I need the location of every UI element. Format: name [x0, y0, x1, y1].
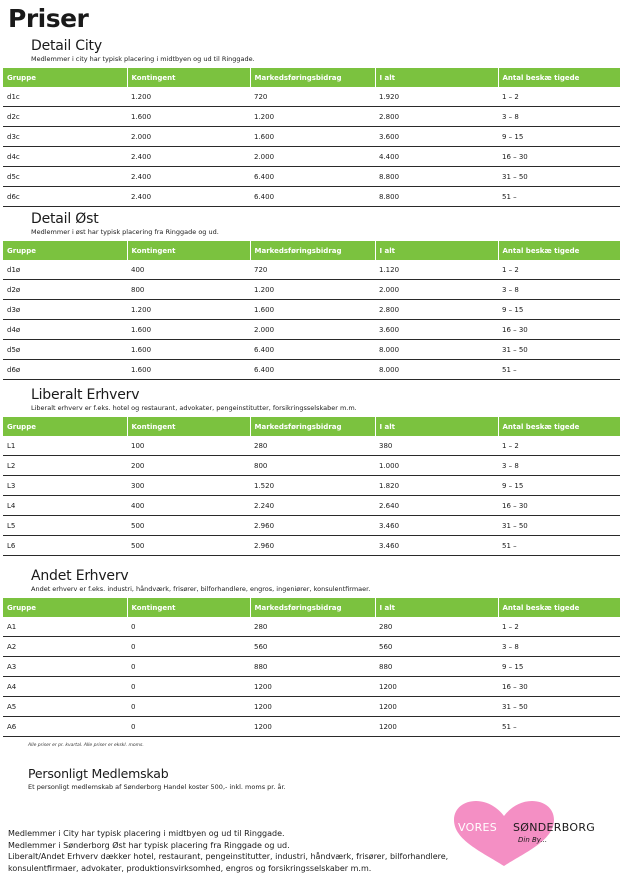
- table-cell: 280: [250, 617, 375, 637]
- table-cell: A2: [3, 637, 127, 657]
- table-cell: d3ø: [3, 300, 127, 320]
- table-cell: 2.800: [375, 107, 498, 127]
- table-cell: d2c: [3, 107, 127, 127]
- table-cell: L2: [3, 456, 127, 476]
- table-row: [3, 677, 620, 697]
- table-row: [3, 516, 620, 536]
- table-header-row: [3, 68, 620, 87]
- table-cell: 16 – 30: [498, 496, 620, 516]
- table-cell: 1.600: [127, 340, 250, 360]
- bottom-note-line: Liberalt/Andet Erhverv dækker hotel, restaurant, pengeinstitutter, industri, håndværk, frisører, bilforhandlere,: [8, 852, 449, 861]
- table-row: [3, 187, 620, 207]
- table-row: [3, 456, 620, 476]
- table-cell: 51 –: [498, 187, 620, 207]
- table-row: [3, 717, 620, 737]
- section-header: [31, 211, 620, 237]
- table-cell: L1: [3, 436, 127, 456]
- column-header: Markedsføringsbidrag: [250, 598, 375, 617]
- table-cell: 1200: [375, 717, 498, 737]
- table-header-row: [3, 417, 620, 436]
- table-row: [3, 436, 620, 456]
- table-cell: 720: [250, 87, 375, 107]
- price-table: [3, 68, 620, 207]
- table-cell: d6ø: [3, 360, 127, 380]
- table-cell: 2.800: [375, 300, 498, 320]
- table-cell: 560: [250, 637, 375, 657]
- price-section: [3, 38, 620, 207]
- table-cell: 1.120: [375, 260, 498, 280]
- table-cell: 720: [250, 260, 375, 280]
- table-cell: 1.520: [250, 476, 375, 496]
- section-header: [31, 568, 620, 594]
- section-title: Detail Øst: [31, 211, 99, 227]
- table-cell: d1c: [3, 87, 127, 107]
- table-row: [3, 340, 620, 360]
- table-cell: 100: [127, 436, 250, 456]
- table-cell: 2.960: [250, 536, 375, 556]
- section-subtitle: Andet erhverv er f.eks. industri, håndværk, frisører, bilforhandlere, engros, ingeniører, konsulentfirmaer.: [31, 585, 371, 593]
- table-row: [3, 167, 620, 187]
- table-cell: 1 – 2: [498, 87, 620, 107]
- logo-tagline: Din By...: [518, 836, 548, 844]
- table-cell: 16 – 30: [498, 147, 620, 167]
- table-row: [3, 127, 620, 147]
- table-cell: 0: [127, 657, 250, 677]
- table-cell: d6c: [3, 187, 127, 207]
- table-cell: 8.800: [375, 187, 498, 207]
- page-title: Priser: [8, 4, 89, 33]
- table-row: [3, 87, 620, 107]
- logo-prefix: VORES: [458, 821, 498, 834]
- column-header: Gruppe: [7, 246, 36, 255]
- table-cell: d1ø: [3, 260, 127, 280]
- table-row: [3, 280, 620, 300]
- table-cell: 1200: [250, 697, 375, 717]
- table-cell: 31 – 50: [498, 697, 620, 717]
- table-cell: 3.600: [375, 127, 498, 147]
- column-header: Antal beskæ tigede: [498, 417, 620, 436]
- table-cell: 400: [127, 260, 250, 280]
- table-cell: d3c: [3, 127, 127, 147]
- table-cell: 3.460: [375, 536, 498, 556]
- table-row: [3, 147, 620, 167]
- table-cell: 1.600: [250, 300, 375, 320]
- table-cell: 3.460: [375, 516, 498, 536]
- table-cell: 31 – 50: [498, 340, 620, 360]
- table-cell: A4: [3, 677, 127, 697]
- table-row: [3, 697, 620, 717]
- table-cell: 0: [127, 677, 250, 697]
- column-header: I alt: [375, 241, 498, 260]
- vores-sonderborg-logo: [452, 800, 622, 868]
- table-cell: 1 – 2: [498, 617, 620, 637]
- table-cell: d4ø: [3, 320, 127, 340]
- table-cell: d5c: [3, 167, 127, 187]
- section-subtitle: Medlemmer i øst har typisk placering fra Ringgade og ud.: [31, 228, 219, 236]
- table-cell: 1.600: [250, 127, 375, 147]
- table-cell: 2.000: [127, 127, 250, 147]
- logo-brand: SØNDERBORG: [513, 821, 596, 834]
- table-cell: 8.000: [375, 360, 498, 380]
- table-cell: 2.400: [127, 167, 250, 187]
- table-cell: 6.400: [250, 360, 375, 380]
- table-row: [3, 320, 620, 340]
- table-header-row: [3, 241, 620, 260]
- column-header: Antal beskæ tigede: [498, 598, 620, 617]
- table-cell: 16 – 30: [498, 677, 620, 697]
- table-cell: A5: [3, 697, 127, 717]
- table-cell: 51 –: [498, 717, 620, 737]
- table-cell: 1.820: [375, 476, 498, 496]
- table-cell: 3.600: [375, 320, 498, 340]
- table-cell: A6: [3, 717, 127, 737]
- footnote: Alle priser er pr. kvartal. Alle priser er ekskl. moms.: [28, 743, 144, 748]
- table-cell: 2.400: [127, 147, 250, 167]
- column-header: Kontingent: [127, 417, 250, 436]
- column-header: I alt: [375, 417, 498, 436]
- bottom-note-line: Medlemmer i Sønderborg Øst har typisk placering fra Ringgade og ud.: [8, 840, 290, 850]
- table-cell: 380: [375, 436, 498, 456]
- table-cell: 1.920: [375, 87, 498, 107]
- personal-membership: [28, 766, 286, 792]
- column-header: Kontingent: [127, 598, 250, 617]
- table-cell: 200: [127, 456, 250, 476]
- table-row: [3, 657, 620, 677]
- table-cell: 8.000: [375, 340, 498, 360]
- table-cell: 560: [375, 637, 498, 657]
- section-header: [31, 387, 620, 413]
- table-cell: 280: [250, 436, 375, 456]
- section-title: Andet Erhverv: [31, 568, 129, 584]
- table-row: [3, 637, 620, 657]
- table-cell: 1200: [250, 717, 375, 737]
- table-row: [3, 617, 620, 637]
- table-row: [3, 260, 620, 280]
- table-cell: 1.200: [127, 87, 250, 107]
- table-cell: 2.400: [127, 187, 250, 207]
- table-cell: 51 –: [498, 360, 620, 380]
- table-cell: 1.000: [375, 456, 498, 476]
- table-cell: 1.600: [127, 320, 250, 340]
- table-cell: 1 – 2: [498, 436, 620, 456]
- table-cell: 400: [127, 496, 250, 516]
- table-cell: 0: [127, 637, 250, 657]
- table-cell: 880: [250, 657, 375, 677]
- column-header: Kontingent: [127, 241, 250, 260]
- table-cell: L5: [3, 516, 127, 536]
- section-title: Liberalt Erhverv: [31, 387, 140, 403]
- personal-membership-text: Et personligt medlemskab af Sønderborg Handel koster 500,- inkl. moms pr. år.: [28, 783, 286, 791]
- section-subtitle: Liberalt erhverv er f.eks. hotel og restaurant, advokater, pengeinstitutter, forsikringsselskaber m.m.: [31, 404, 357, 412]
- table-header-row: [3, 598, 620, 617]
- column-header: Markedsføringsbidrag: [250, 68, 375, 87]
- table-cell: 1.200: [127, 300, 250, 320]
- personal-membership-title: Personligt Medlemskab: [28, 766, 169, 781]
- table-cell: 0: [127, 617, 250, 637]
- table-cell: 1 – 2: [498, 260, 620, 280]
- table-cell: 500: [127, 536, 250, 556]
- section-title: Detail City: [31, 38, 102, 54]
- table-cell: 880: [375, 657, 498, 677]
- table-cell: 6.400: [250, 340, 375, 360]
- price-section: [3, 387, 620, 556]
- column-header: Antal beskæ tigede: [498, 68, 620, 87]
- column-header: Gruppe: [7, 422, 36, 431]
- table-cell: 6.400: [250, 167, 375, 187]
- price-section: [3, 568, 620, 737]
- table-cell: 2.000: [250, 320, 375, 340]
- table-cell: 2.640: [375, 496, 498, 516]
- table-cell: 500: [127, 516, 250, 536]
- bottom-notes: [8, 828, 468, 874]
- table-cell: 800: [127, 280, 250, 300]
- table-cell: L6: [3, 536, 127, 556]
- table-cell: 9 – 15: [498, 657, 620, 677]
- bottom-note-line: konsulentfirmaer, advokater, produktionsvirksomhed, engros og forsikringsselskaber m.m.: [8, 863, 372, 873]
- table-cell: 300: [127, 476, 250, 496]
- table-row: [3, 496, 620, 516]
- table-row: [3, 360, 620, 380]
- table-cell: 1.600: [127, 360, 250, 380]
- table-cell: 9 – 15: [498, 127, 620, 147]
- table-cell: 6.400: [250, 187, 375, 207]
- column-header: Markedsføringsbidrag: [250, 241, 375, 260]
- column-header: Kontingent: [127, 68, 250, 87]
- table-cell: L4: [3, 496, 127, 516]
- column-header: Markedsføringsbidrag: [250, 417, 375, 436]
- section-header: [31, 38, 620, 64]
- table-cell: 1200: [375, 677, 498, 697]
- table-cell: 31 – 50: [498, 516, 620, 536]
- table-cell: L3: [3, 476, 127, 496]
- table-cell: 1.200: [250, 107, 375, 127]
- bottom-note-line: Medlemmer i City har typisk placering i midtbyen og ud til Ringgade.: [8, 829, 285, 838]
- price-table: [3, 598, 620, 737]
- column-header: Gruppe: [7, 603, 36, 612]
- column-header: I alt: [375, 68, 498, 87]
- table-cell: 31 – 50: [498, 167, 620, 187]
- price-table: [3, 241, 620, 380]
- table-cell: 4.400: [375, 147, 498, 167]
- table-cell: 1200: [250, 677, 375, 697]
- table-cell: 1.600: [127, 107, 250, 127]
- table-cell: d5ø: [3, 340, 127, 360]
- heart-icon: [452, 800, 622, 868]
- table-row: [3, 300, 620, 320]
- table-cell: 0: [127, 717, 250, 737]
- table-cell: 2.000: [250, 147, 375, 167]
- table-row: [3, 107, 620, 127]
- table-cell: 9 – 15: [498, 476, 620, 496]
- price-section: [3, 211, 620, 380]
- table-cell: 3 – 8: [498, 456, 620, 476]
- table-cell: 9 – 15: [498, 300, 620, 320]
- column-header: Gruppe: [7, 73, 36, 82]
- table-cell: 1200: [375, 697, 498, 717]
- table-cell: 2.240: [250, 496, 375, 516]
- price-table: [3, 417, 620, 556]
- table-cell: d4c: [3, 147, 127, 167]
- table-cell: d2ø: [3, 280, 127, 300]
- table-cell: 800: [250, 456, 375, 476]
- section-subtitle: Medlemmer i city har typisk placering i midtbyen og ud til Ringgade.: [31, 55, 255, 63]
- table-cell: 280: [375, 617, 498, 637]
- table-row: [3, 536, 620, 556]
- table-cell: 3 – 8: [498, 280, 620, 300]
- table-cell: A3: [3, 657, 127, 677]
- column-header: Antal beskæ tigede: [498, 241, 620, 260]
- table-cell: 0: [127, 697, 250, 717]
- table-cell: 3 – 8: [498, 637, 620, 657]
- table-cell: 51 –: [498, 536, 620, 556]
- table-cell: A1: [3, 617, 127, 637]
- column-header: I alt: [375, 598, 498, 617]
- table-cell: 2.960: [250, 516, 375, 536]
- table-row: [3, 476, 620, 496]
- table-cell: 16 – 30: [498, 320, 620, 340]
- table-cell: 8.800: [375, 167, 498, 187]
- table-cell: 2.000: [375, 280, 498, 300]
- table-cell: 3 – 8: [498, 107, 620, 127]
- table-cell: 1.200: [250, 280, 375, 300]
